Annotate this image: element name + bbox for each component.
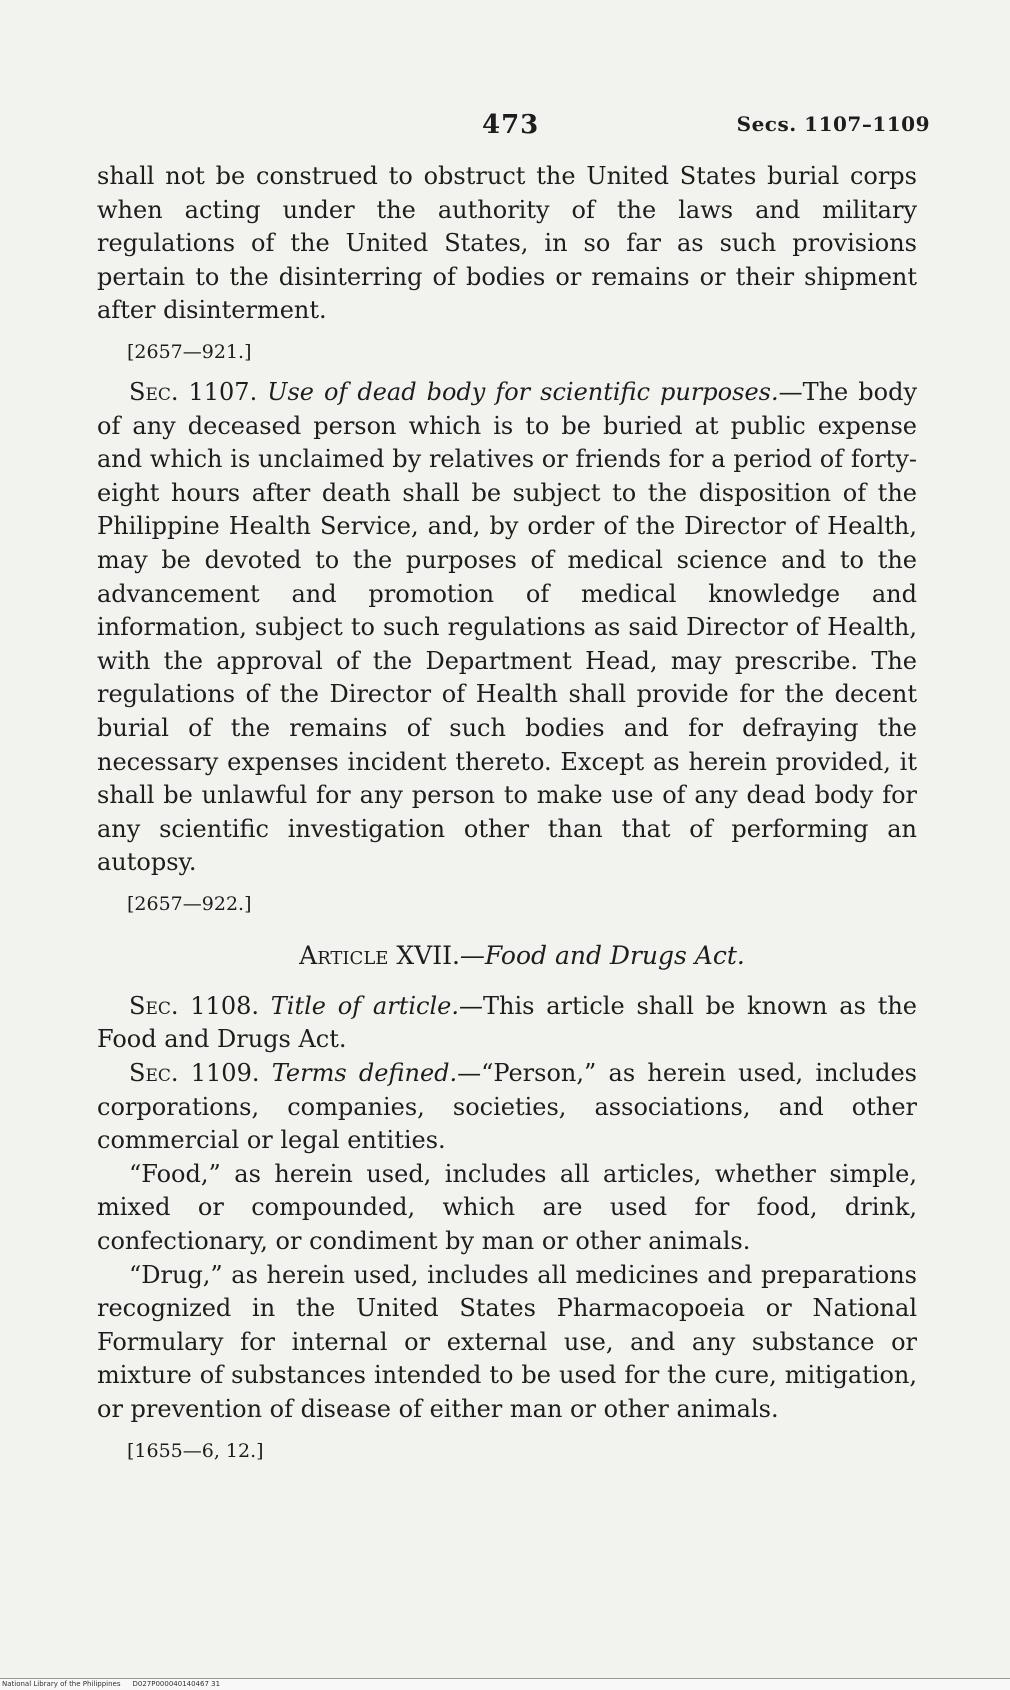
library-name: National Library of the Philippines [2, 1680, 121, 1688]
body-text [97, 160, 917, 1475]
section-label: Sec. 1108. [129, 991, 259, 1020]
article-title: —Food and Drugs Act. [459, 940, 745, 970]
article-heading [127, 936, 917, 976]
section-text: —The body of any deceased person which is to be buried at public expense and which is unclaimed by relatives or friends for a period of forty-eight hours after death shall be subject to the disposition of the Philippine Health Service, and, by order of the Director of Health, may be devoted to the purposes of medical science and to the advancement and promotion of medical knowledge and information, subject to such regulations as said Director of Health, with the approval of the Department Head, may prescribe. The regulations of the Director of Health shall provide for the decent burial of the remains of such bodies and for defraying the necessary expenses incident thereto. Except as herein provided, it shall be unlawful for any person to make use of any dead body for any scientific investigation other than that of performing an autopsy. [97, 377, 918, 877]
section-text: —This article shall be known as the Food and Drugs Act. [97, 991, 917, 1054]
section-title: Title of article. [270, 991, 459, 1020]
section-title: Terms defined. [271, 1059, 458, 1088]
record-id: D027P000040140467 31 [132, 1680, 221, 1688]
page-number: 473 [482, 110, 540, 140]
citation: [2657—922.] [127, 892, 252, 915]
citation: [1655—6, 12.] [127, 1439, 264, 1462]
section-range: Secs. 1107–1109 [736, 112, 930, 136]
scan-footer [0, 1678, 1010, 1690]
article-label: Article XVII. [299, 940, 460, 970]
section-1109 [97, 1057, 917, 1158]
section-label: Sec. 1109. [129, 1059, 260, 1088]
section-title: Use of dead body for scientific purposes. [267, 377, 779, 406]
food-definition: “Food,” as herein used, includes all articles, whether simple, mixed or compounded, which are used for food, drink, confectionary, or condiment by man or other animals. [97, 1159, 917, 1256]
section-text: —“Person,” as herein used, includes corporations, companies, societies, associations, and other commercial or legal entities. [97, 1059, 917, 1155]
citation: [2657—921.] [127, 340, 252, 363]
drug-definition: “Drug,” as herein used, includes all medicines and preparations recognized in the United States Pharmacopoeia or National Formulary for internal or external use, and any substance or mixture of substances intended to be used for the cure, mitigation, or prevention of disease of either man or other animals. [97, 1260, 917, 1423]
continuation-paragraph: shall not be construed to obstruct the United States burial corps when acting under the authority of the laws and military regulations of the United States, in so far as such provisions pertain to the disinterring of bodies or remains or their shipment after disinterment. [97, 162, 917, 325]
section-1107 [97, 376, 917, 880]
section-1108 [97, 990, 917, 1057]
section-label: Sec. 1107. [129, 377, 258, 406]
running-header [0, 110, 1010, 146]
